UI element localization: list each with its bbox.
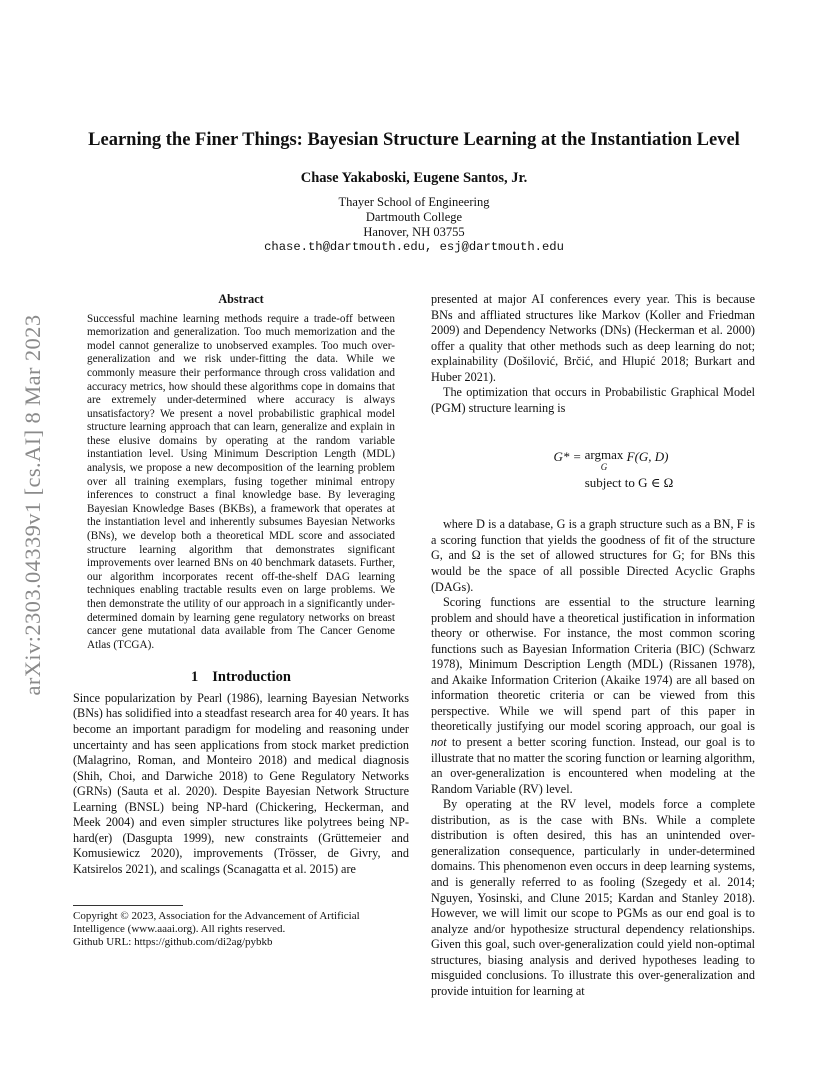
affiliation-location: Hanover, NH 03755 — [363, 225, 465, 239]
equation-constraint: subject to G ∈ Ω — [584, 475, 674, 491]
emphasis-not: not — [431, 735, 447, 750]
footnote-rule — [73, 905, 183, 906]
optimization-equation — [431, 448, 755, 491]
right-column — [431, 292, 755, 999]
copyright-notice: Copyright © 2023, Association for the Advancement of Artificial Intelligence (www.aaai.org). All rights reserved. — [73, 910, 360, 935]
footnote — [73, 905, 409, 948]
intro-paragraph-1: Since popularization by Pearl (1986), learning Bayesian Networks (BNs) has solidified into a steadfast research area for 40 years. It has become an important paradigm for modeling and reasoning under uncertainty and has seen applications from stock market prediction (Malagrino, Roman, and Monteiro 2018) and medical diagnosis (Shih, Choi, and Darwiche 2018) to Gene Regulatory Networks (GRNs) (Sauta et al. 2020). Despite Bayesian Network Structure Learning (BNSL) being NP-hard (Chickering, Heckerman, and Meek 2004) and even simpler structures like polytrees being NP-hard(er) (Dasgupta 1999), new constraints (Grüttemeier and Komusiewicz 2020), improvements (Trösser, de Givry, and Katsirelos 2021), and scalings (Scanagatta et al. 2015) are — [73, 690, 409, 876]
arxiv-stamp — [18, 295, 48, 715]
right-paragraph-4 — [431, 595, 755, 797]
github-url: Github URL: https://github.com/di2ag/pybkb — [73, 935, 273, 948]
right-paragraph-4-part-a: Scoring functions are essential to the structure learning problem and should have a theoretical justification in information theory or otherwise. For instance, the most common scoring functions such as Bayesian Information Criteria (BIC) (Schwarz 1978), Minimum Description Length (MDL) (Rissanen 1978), and Akaike Information Criterion (Akaike 1974) are all based on information theoretic criteria or can be viewed from this perspective. While we will spend part of this paper in theoretically justifying our model scoring approach, our goal is — [431, 595, 755, 734]
argmax-text: argmax — [584, 447, 624, 463]
right-paragraph-2: The optimization that occurs in Probabilistic Graphical Model (PGM) structure learning is — [431, 385, 755, 415]
equation-lhs: G* = — [553, 449, 585, 465]
abstract-body: Successful machine learning methods require a trade-off between memorization and generalization. Too much memorization and the model cannot generalize to unobserved examples. Too much over-generalization and we risk under-fitting the data. While we commonly measure their performance through cross validation and accuracy metrics, how should these algorithms cope in domains that are extremely under-determined where accuracy is always unsatisfactory? We present a novel probabilistic graphical model structure learning approach that can learn, generalize and explain in these elusive domains by operating at the random variable instantiation level. Using Minimum Description Length (MDL) analysis, we propose a new decomposition of the learning problem over all training exemplars, fusing together minimal entropy inferences to construct a final knowledge base. By leveraging Bayesian Knowledge Bases (BKBs), a framework that operates at the instantiation level and inherently subsumes Bayesian Networks (BNs), we develop both a theoretical MDL score and associated structure learning algorithm that demonstrates significant improvements over learned BNs on 40 benchmark datasets. Further, our algorithm incorporates recent off-the-shelf DAG learning techniques enabling tractable results even on large problems. We then demonstrate the utility of our approach in a significantly under-determined domain by learning gene regulatory networks on breast cancer gene mutational data available from The Cancer Genome Atlas (TCGA). — [87, 312, 395, 651]
right-paragraph-4-part-b: to present a better scoring function. Instead, our goal is to illustrate that no matter the scoring function or learning algorithm, an over-generalization is encountered when modeling at the Random Variable (RV) level. — [431, 735, 755, 796]
author-emails: chase.th@dartmouth.edu, esj@dartmouth.edu — [264, 240, 564, 254]
equation-rhs: F(G, D) — [623, 449, 669, 465]
left-column — [73, 292, 409, 878]
right-paragraph-5: By operating at the RV level, models force a complete distribution, as is the case with BNs. While a complete distribution is often desired, this has an unintended over-generalization consequence, particularly in under-determined domains. This phenomenon even occurs in deep learning systems, and is generally referred to as fooling (Szegedy et al. 2014; Nguyen, Yosinski, and Clune 2015; Kardan and Stanley 2018). However, we will limit our scope to PGMs as our end goal is to analyze and/or hypothesize structural dependency relationships. Given this goal, such over-generalization could yield non-optimal structures, biasing analysis and derived hypotheses leading to misguided conclusions. To illustrate this over-generalization and provide intuition for learning at — [431, 797, 755, 998]
equation-line — [449, 448, 773, 474]
section-heading-introduction — [73, 670, 409, 686]
section-number: 1 — [191, 669, 199, 686]
abstract-heading: Abstract — [218, 292, 264, 306]
right-paragraph-3: where D is a database, G is a graph structure such as a BN, F is a scoring function that yields the goodness of fit of the structure G, and Ω is the set of allowed structures for G; for BNs this would be the space of all possible Directed Acyclic Graphs (DAGs). — [431, 517, 755, 594]
section-title: Introduction — [212, 669, 291, 686]
affiliation — [60, 195, 768, 255]
argmax-operator — [585, 448, 624, 474]
argmax-limit: G — [600, 462, 608, 473]
right-paragraph-1: presented at major AI conferences every year. This is because BNs and affliated structures like Markov (Koller and Friedman 2009) and Dependency Networks (DNs) (Heckerman et al. 2000) offer a quality that other methods such as deep learning do not; explainability (Došilović, Brčić, and Hlupić 2018; Burkart and Huber 2021). — [431, 292, 755, 384]
arxiv-stamp-text: arXiv:2303.04339v1 [cs.AI] 8 Mar 2023 — [20, 314, 45, 696]
affiliation-college: Dartmouth College — [365, 210, 463, 224]
authors: Chase Yakaboski, Eugene Santos, Jr. — [300, 170, 528, 186]
paper-title: Learning the Finer Things: Bayesian Structure Learning at the Instantiation Level — [88, 130, 740, 150]
affiliation-school: Thayer School of Engineering — [338, 195, 490, 209]
